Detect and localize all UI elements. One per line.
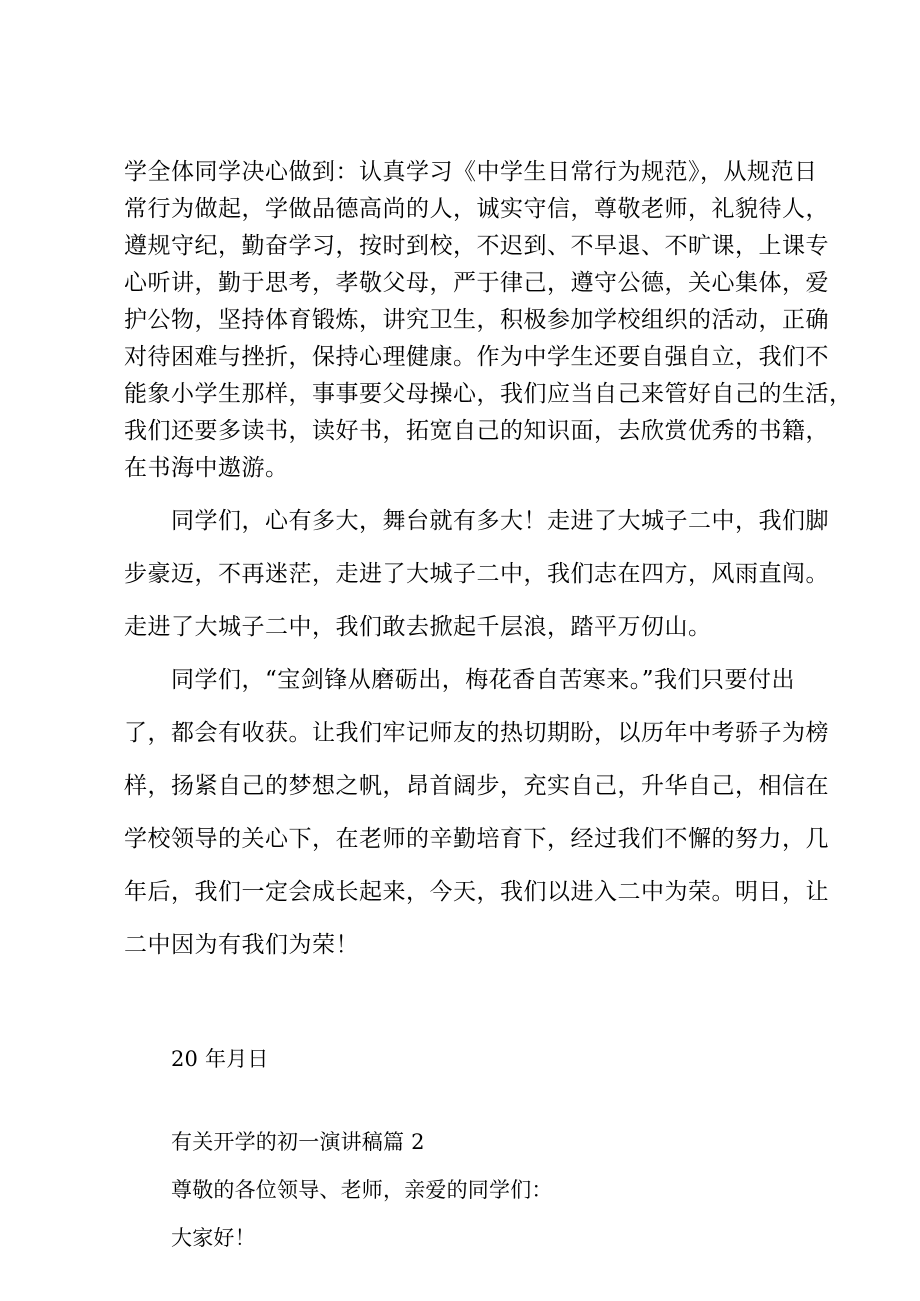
- paragraph-1-line-2: 常行为做起，学做品德高尚的人，诚实守信，尊敬老师，礼貌待人，: [124, 196, 829, 222]
- paragraph-1-line-3: 遵规守纪，勤奋学习，按时到校，不迟到、不早退、不旷课，上课专: [124, 233, 829, 259]
- paragraph-1-line-1: 学全体同学决心做到：认真学习《中学生日常行为规范》，从规范日: [124, 159, 818, 185]
- paragraph-3-line-6: 二中因为有我们为荣！: [124, 932, 359, 958]
- paragraph-1-line-6: 对待困难与挫折，保持心理健康。作为中学生还要自强自立，我们不: [124, 344, 829, 370]
- paragraph-2-line-3: 走进了大城子二中，我们敢去掀起千层浪，踏平万仞山。: [124, 614, 712, 640]
- paragraph-1-line-7: 能象小学生那样，事事要父母操心，我们应当自己来管好自己的生活，: [124, 381, 853, 407]
- paragraph-3-line-1: 同学们，“宝剑锋从磨砺出，梅花香自苦寒来。”我们只要付出: [171, 667, 796, 693]
- paragraph-1-line-5: 护公物，坚持体育锻炼，讲究卫生，积极参加学校组织的活动，正确: [124, 307, 829, 333]
- paragraph-3-line-4: 学校领导的关心下，在老师的辛勤培育下，经过我们不懈的努力，几: [124, 826, 829, 852]
- paragraph-1-line-9: 在书海中遨游。: [124, 455, 289, 481]
- greeting: 大家好！: [171, 1226, 256, 1250]
- paragraph-3-line-5: 年后，我们一定会成长起来，今天，我们以进入二中为荣。明日，让: [124, 879, 829, 905]
- paragraph-1-line-4: 心听讲，勤于思考，孝敬父母，严于律己，遵守公德，关心集体，爱: [124, 270, 829, 296]
- paragraph-1-line-8: 我们还要多读书，读好书，拓宽自己的知识面，去欣赏优秀的书籍，: [124, 418, 829, 444]
- paragraph-3-line-2: 了，都会有收获。让我们牢记师友的热切期盼，以历年中考骄子为榜: [124, 720, 829, 746]
- section-title: 有关开学的初一演讲稿篇 2: [171, 1130, 425, 1154]
- paragraph-2-line-1: 同学们，心有多大，舞台就有多大！走进了大城子二中，我们脚: [171, 508, 829, 534]
- document-date: 20 年月日: [171, 1047, 269, 1071]
- paragraph-3-line-3: 样，扬紧自己的梦想之帆，昂首阔步，充实自己，升华自己，相信在: [124, 773, 829, 799]
- salutation: 尊敬的各位领导、老师，亲爱的同学们：: [171, 1178, 553, 1202]
- paragraph-2-line-2: 步豪迈，不再迷茫，走进了大城子二中，我们志在四方，风雨直闯。: [124, 561, 829, 587]
